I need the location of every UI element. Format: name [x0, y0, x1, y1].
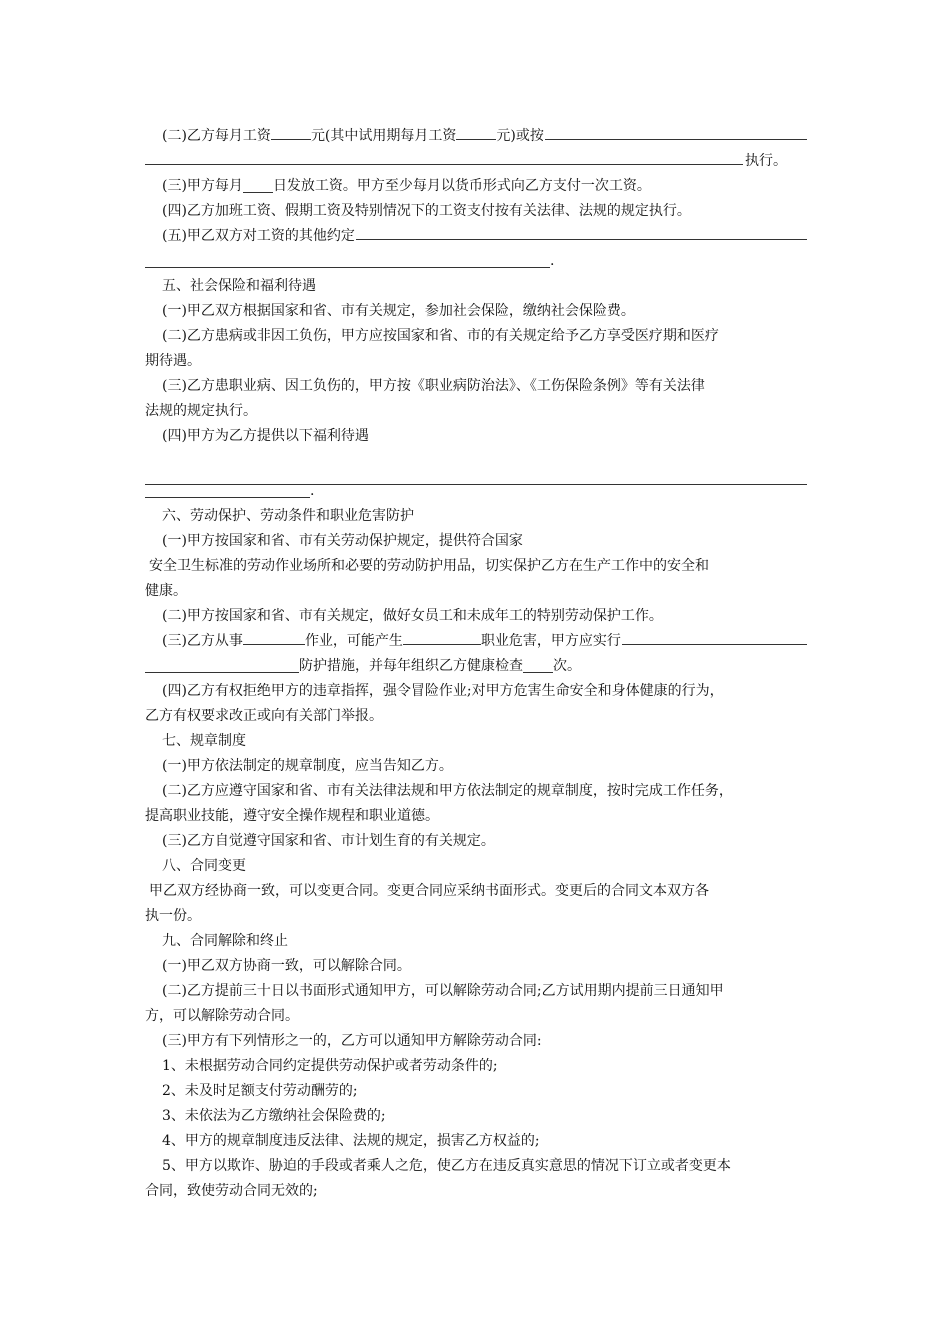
- text: 元)或按: [496, 128, 544, 144]
- s8-item-1-cont: 执一份。: [145, 908, 201, 924]
- blank-payday[interactable]: [243, 177, 273, 193]
- s6-item-4: (四)乙方有权拒绝甲方的违章指挥，强令冒险作业;对甲方危害生命安全和身体健康的行为，: [162, 683, 724, 699]
- section-6-heading: 六、劳动保护、劳动条件和职业危害防护: [162, 508, 414, 524]
- s6-item-1-cont2: 健康。: [145, 583, 187, 599]
- blank-protection[interactable]: [622, 629, 807, 645]
- s5-item-4: (四)甲方为乙方提供以下福利待遇: [162, 428, 369, 444]
- other-wage-line-cont: [145, 249, 807, 274]
- list-item-3: 3、未依法为乙方缴纳社会保险费的;: [162, 1108, 386, 1124]
- blank-other-wage[interactable]: [356, 224, 807, 240]
- s9-item-3: (三)甲方有下列情形之一的，乙方可以通知甲方解除劳动合同:: [162, 1033, 542, 1049]
- welfare-line-cont: [145, 479, 807, 504]
- other-wage-line: [145, 224, 807, 249]
- blank-probation-wage[interactable]: [456, 124, 496, 140]
- s7-item-3: (三)乙方自觉遵守国家和省、市计划生育的有关规定。: [162, 833, 495, 849]
- text: 防护措施，并每年组织乙方健康检查: [299, 658, 523, 674]
- blank-protection-cont[interactable]: [145, 657, 299, 673]
- text: 执行。: [745, 153, 787, 169]
- list-item-4: 4、甲方的规章制度违反法律、法规的规定，损害乙方权益的;: [162, 1133, 540, 1149]
- text: (二)乙方每月工资: [162, 128, 271, 144]
- overtime-line: (四)乙方加班工资、假期工资及特别情况下的工资支付按有关法律、法规的规定执行。: [162, 203, 691, 219]
- spacer: [145, 449, 807, 474]
- s6-item-3: [145, 629, 807, 654]
- blank-welfare-cont[interactable]: [145, 482, 310, 498]
- blank-other-wage-cont[interactable]: [145, 252, 550, 268]
- text: 元(其中试用期每月工资: [310, 128, 457, 144]
- wage-monthly-line: [145, 124, 807, 149]
- blank-checkup-count[interactable]: [523, 657, 553, 673]
- text: 职业危害，甲方应实行: [480, 633, 621, 649]
- s7-item-2: (二)乙方应遵守国家和省、市有关法律法规和甲方依法制定的规章制度，按时完成工作任务，: [162, 783, 733, 799]
- payday-line: [145, 174, 807, 199]
- blank-wage-basis-cont[interactable]: [145, 149, 743, 165]
- list-item-1: 1、未根据劳动合同约定提供劳动保护或者劳动条件的;: [162, 1058, 498, 1074]
- blank-hazard[interactable]: [403, 629, 481, 645]
- s5-item-2: (二)乙方患病或非因工负伤，甲方应按国家和省、市的有关规定给予乙方享受医疗期和医疗: [162, 328, 719, 344]
- text: 作业，可能产生: [304, 633, 403, 649]
- s6-item-1-cont: 安全卫生标准的劳动作业场所和必要的劳动防护用品，切实保护乙方在生产工作中的安全和: [149, 558, 709, 574]
- blank-monthly-wage[interactable]: [271, 124, 311, 140]
- section-9-heading: 九、合同解除和终止: [162, 933, 288, 949]
- list-item-5-cont: 合同，致使劳动合同无效的;: [145, 1183, 318, 1199]
- s6-item-2: (二)甲方按国家和省、市有关规定，做好女员工和未成年工的特别劳动保护工作。: [162, 608, 663, 624]
- text: (三)乙方从事: [162, 633, 243, 649]
- s7-item-1: (一)甲方依法制定的规章制度，应当告知乙方。: [162, 758, 453, 774]
- text: (五)甲乙双方对工资的其他约定: [162, 228, 355, 244]
- s6-item-1: (一)甲方按国家和省、市有关劳动保护规定，提供符合国家: [162, 533, 523, 549]
- contract-page: [145, 124, 807, 1204]
- section-8-heading: 八、合同变更: [162, 858, 246, 874]
- wage-monthly-line-cont: [145, 149, 807, 174]
- s6-item-3-cont: [145, 654, 807, 679]
- section-5-heading: 五、社会保险和福利待遇: [162, 278, 316, 294]
- s9-item-1: (一)甲乙双方协商一致，可以解除合同。: [162, 958, 411, 974]
- s5-item-2-cont: 期待遇。: [145, 353, 201, 369]
- blank-job-type[interactable]: [243, 629, 305, 645]
- text: 日发放工资。甲方至少每月以货币形式向乙方支付一次工资。: [272, 178, 651, 194]
- s9-item-2: (二)乙方提前三十日以书面形式通知甲方，可以解除劳动合同;乙方试用期内提前三日通知甲: [162, 983, 724, 999]
- list-item-2: 2、未及时足额支付劳动酬劳的;: [162, 1083, 358, 1099]
- period: .: [310, 483, 315, 499]
- text: 次。: [553, 658, 581, 674]
- period: .: [550, 253, 555, 269]
- s7-item-2-cont: 提高职业技能，遵守安全操作规程和职业道德。: [145, 808, 439, 824]
- s6-item-4-cont: 乙方有权要求改正或向有关部门举报。: [145, 708, 383, 724]
- s9-item-2-cont: 方，可以解除劳动合同。: [145, 1008, 299, 1024]
- blank-wage-basis[interactable]: [545, 124, 807, 140]
- s8-item-1: 甲乙双方经协商一致，可以变更合同。变更合同应采纳书面形式。变更后的合同文本双方各: [149, 883, 709, 899]
- s5-item-1: (一)甲乙双方根据国家和省、市有关规定，参加社会保险，缴纳社会保险费。: [162, 303, 635, 319]
- s5-item-3-cont: 法规的规定执行。: [145, 403, 257, 419]
- list-item-5: 5、甲方以欺诈、胁迫的手段或者乘人之危，使乙方在违反真实意思的情况下订立或者变更本: [162, 1158, 731, 1174]
- section-7-heading: 七、规章制度: [162, 733, 246, 749]
- text: (三)甲方每月: [162, 178, 243, 194]
- s5-item-3: (三)乙方患职业病、因工负伤的，甲方按《职业病防治法》、《工伤保险条例》等有关法律: [162, 378, 705, 394]
